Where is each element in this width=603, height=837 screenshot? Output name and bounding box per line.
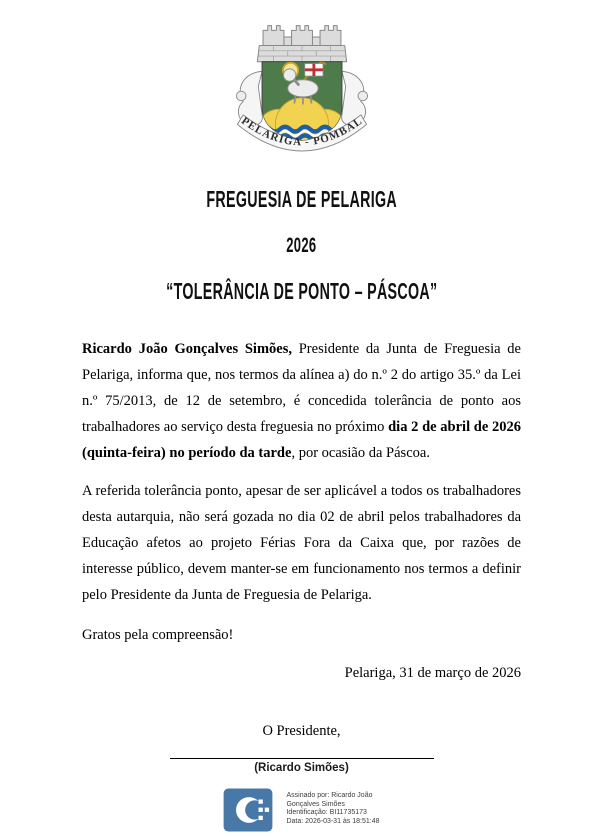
parish-crest-icon <box>207 16 397 154</box>
crest-banner-text: PELARIGA - POMBAL <box>238 114 365 149</box>
document-year <box>0 234 603 257</box>
mural-crown <box>257 26 346 62</box>
paragraph-1-text-b: , por ocasião da Páscoa. <box>291 445 430 461</box>
signature-name: (Ricardo Simões) <box>254 762 349 774</box>
dsig-signed-by: Assinado por: Ricardo João <box>286 792 373 799</box>
document-title <box>0 187 603 212</box>
document-body <box>82 336 521 744</box>
thanks-line: Gratos pela compreensão! <box>82 627 234 643</box>
paragraph-1-text-a: Presidente da Junta de Freguesia de Pelariga, informa que, nos termos da alínea a) do n.º 2 do artigo 35.º da Lei n.º 75/2013, de 12 de setembro, é concedida tolerância de ponto aos trabalhadores ao serviço desta freguesia no próximo <box>82 341 521 435</box>
document-year-text: 2026 <box>286 234 317 257</box>
paragraph-2: A referida tolerância ponto, apesar de ser aplicável a todos os trabalhadores desta autarquia, não será gozada no dia 02 de abril pelos trabalhadores da Educação afetos ao projeto Férias Fora da Caixa que, por razões de interesse público, devem manter-se em funcionamento nos termos a definir pelo Presidente da Junta de Freguesia de Pelariga. <box>82 483 521 603</box>
dsig-identification: Identificação: BI11735173 <box>286 809 367 816</box>
digital-signature-block <box>0 788 603 837</box>
dsig-signed-by-2: Gonçalves Simões <box>286 800 345 808</box>
document-subject <box>0 279 603 304</box>
digital-signature-details <box>286 788 379 826</box>
paragraph-1 <box>82 336 521 466</box>
paragraph-1-name-bold: Ricardo João Gonçalves Simões, <box>82 341 292 357</box>
document-subject-text: “TOLERÂNCIA DE PONTO – PÁSCOA” <box>165 278 438 304</box>
signature-line <box>170 758 434 759</box>
citizen-card-signature-icon <box>223 788 273 837</box>
document-title-text: FREGUESIA DE PELARIGA <box>206 186 397 212</box>
coat-of-arms <box>0 0 603 159</box>
dsig-date: Data: 2026-03-31 às 18:51:48 <box>286 817 380 825</box>
place-date-line: Pelariga, 31 de março de 2026 <box>344 665 521 681</box>
paragraph-1-date-bold: dia 2 de abril de 2026 (quinta-feira) no período da tarde <box>82 419 521 461</box>
president-role-line: O Presidente, <box>262 723 341 739</box>
